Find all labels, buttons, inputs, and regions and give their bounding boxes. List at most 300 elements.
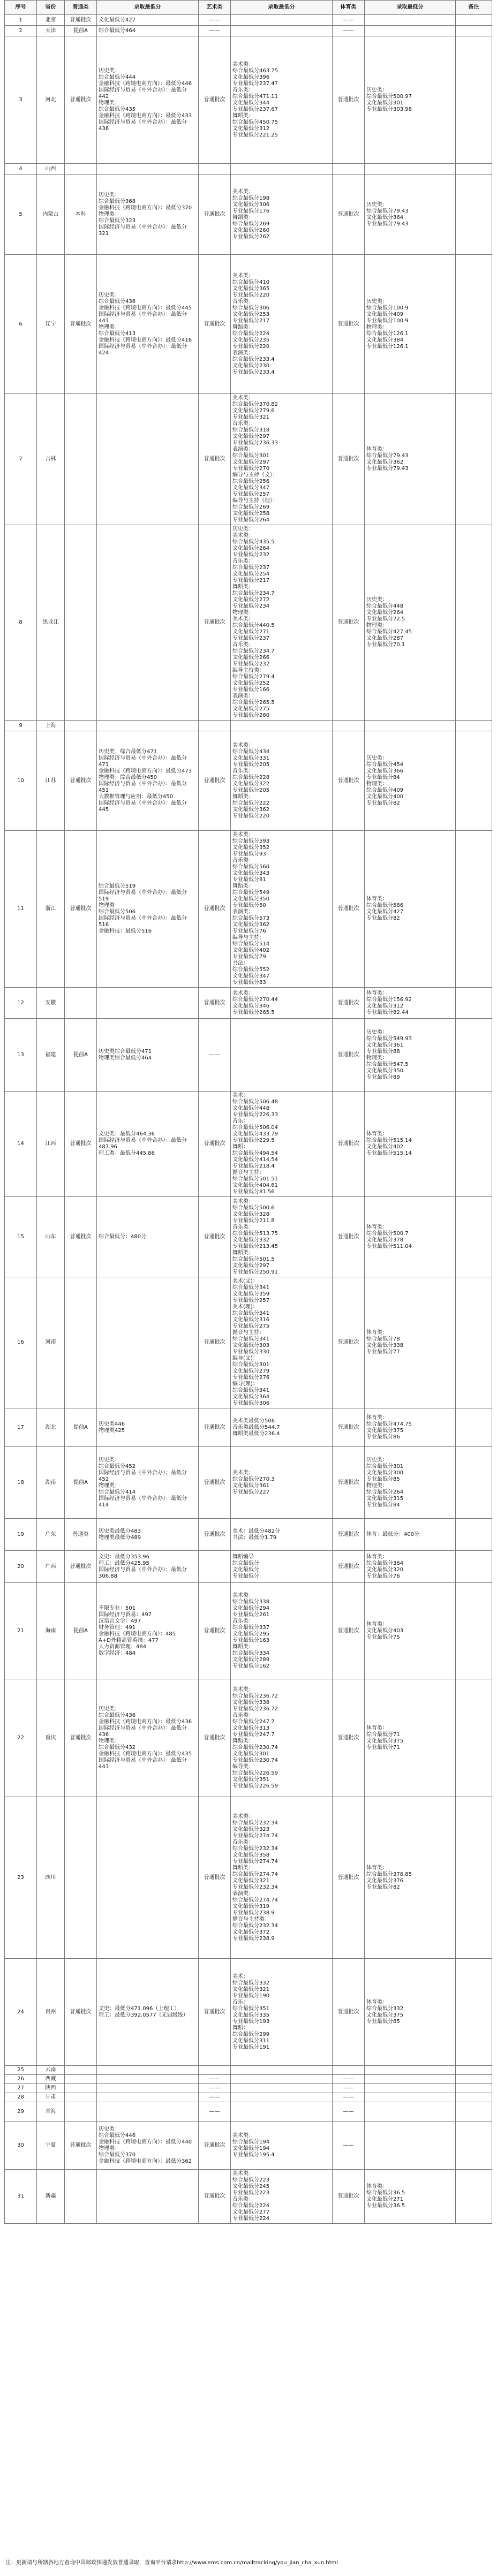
cell-text: 19 (17, 1531, 24, 1537)
table-row (5, 988, 492, 1019)
table-cell (199, 1519, 231, 1551)
table-cell (333, 1959, 365, 2066)
table-cell (199, 1277, 231, 1408)
cell-text: 体育类： 综合最低分71 文化最低分375 专业最低分71 (366, 1725, 404, 1751)
table-cell (5, 1519, 37, 1551)
table-cell (5, 988, 37, 1019)
table-cell (199, 26, 231, 36)
table-cell (199, 2170, 231, 2224)
table-row (5, 1019, 492, 1092)
cell-text: 天津 (45, 27, 56, 34)
table-cell (456, 1447, 492, 1519)
cell-text: 普通批次 (337, 777, 359, 784)
table-cell (37, 988, 65, 1019)
table-cell (365, 1092, 456, 1197)
cell-text: 宁夏 (45, 2142, 56, 2148)
cell-text: 普通批次 (337, 1233, 359, 1240)
table-cell (97, 1583, 199, 1679)
table-cell (5, 1679, 37, 1797)
cell-text: 普通批次 (337, 1874, 359, 1881)
table-cell (5, 2122, 37, 2170)
admission-scores-table (4, 0, 492, 2224)
table-cell (65, 1197, 97, 1277)
table-cell (37, 1797, 65, 1959)
cell-text: 美术类： 综合最低分410 文化最低分365 专业最低分220 音乐类： 综合最低分306 文化最低分253 专业最低分217 舞蹈类： 综合最低分224 文化最低分235 专业最低分220 表演类： 综合最低分233.4 文化最低分230 专业最低分233.4 (232, 272, 275, 375)
cell-text: 普通批次 (204, 211, 225, 217)
cell-text: 湖南 (45, 1479, 56, 1486)
table-cell (199, 721, 231, 731)
table-cell (456, 2084, 492, 2093)
cell-text: —— (343, 2076, 354, 2082)
table-cell (5, 1797, 37, 1959)
table-row (5, 1519, 492, 1551)
cell-text: 普通批次 (204, 1479, 225, 1486)
table-cell (97, 15, 199, 26)
cell-text: 普通批次 (204, 96, 225, 103)
table-cell (365, 721, 456, 731)
cell-text: 综合最低分：480分 (99, 1233, 147, 1240)
table-cell (5, 1447, 37, 1519)
cell-text: 黑龙江 (42, 619, 59, 625)
cell-text: 普通批次 (337, 1627, 359, 1634)
table-cell (5, 164, 37, 175)
table-cell (37, 1197, 65, 1277)
table-cell (231, 175, 333, 255)
table-cell (5, 36, 37, 164)
table-row (5, 1447, 492, 1519)
table-row (5, 1679, 492, 1797)
table-cell (97, 988, 199, 1019)
table-cell (365, 2170, 456, 2224)
table-cell (231, 164, 333, 175)
cell-text: 普通批次 (70, 17, 92, 23)
cell-text: 31 (17, 2193, 24, 2199)
table-cell (333, 15, 365, 26)
table-cell (5, 1959, 37, 2066)
table-cell (37, 1447, 65, 1519)
table-row (5, 2102, 492, 2122)
table-cell (37, 1959, 65, 2066)
table-cell (199, 731, 231, 831)
cell-text: 普通批次 (337, 1051, 359, 1058)
table-cell (456, 394, 492, 525)
table-cell (456, 1679, 492, 1797)
cell-text: 普通批次 (337, 1479, 359, 1486)
cell-text: 普通批次 (70, 1233, 92, 1240)
table-cell (65, 2093, 97, 2102)
table-cell (5, 255, 37, 394)
table-row (5, 2084, 492, 2093)
table-cell (456, 1277, 492, 1408)
table-cell (333, 1277, 365, 1408)
table-cell (456, 164, 492, 175)
cell-text: 青海 (45, 2108, 56, 2115)
table-cell (231, 2122, 333, 2170)
table-cell (231, 2084, 333, 2093)
table-cell (199, 1408, 231, 1447)
table-cell (97, 831, 199, 988)
cell-text: 文史：最低分471.096（上理工） 理工：最低分392.0577（无届级线） (99, 2005, 189, 2018)
table-cell (97, 1447, 199, 1519)
cell-text: 提前A (73, 27, 88, 34)
table-cell (199, 1092, 231, 1197)
table-row (5, 394, 492, 525)
table-cell (365, 1277, 456, 1408)
cell-text: 15 (17, 1233, 24, 1240)
table-cell (5, 26, 37, 36)
cell-text: 美术类： 综合最低分593 文化最低分352 专业最低分93 音乐类： 综合最低分560 文化最低分343 专业最低分81 舞蹈类： 综合最低分549 文化最低分350 专业最低分80 表演类： 综合最低分573 文化最低分362 专业最低分76 编导与主持： 综合最低分514 文化最低分402 专业最低分79 书法： 综合最低分552 文化最低分347 专业最低分83 (232, 832, 270, 986)
cell-text: 新疆 (45, 2193, 56, 2199)
table-cell (65, 164, 97, 175)
table-cell (199, 1197, 231, 1277)
table-cell (456, 2066, 492, 2075)
table-cell (231, 721, 333, 731)
table-cell (37, 1277, 65, 1408)
cell-text: 广东 (45, 1531, 56, 1537)
table-row (5, 1197, 492, 1277)
table-cell (365, 731, 456, 831)
cell-text: 普通批次 (70, 96, 92, 103)
table-cell (5, 1019, 37, 1092)
col-header: 录取最低分 (97, 1, 199, 15)
cell-text: 18 (17, 1479, 24, 1486)
table-cell (37, 164, 65, 175)
table-cell (65, 2066, 97, 2075)
cell-text: 美术类： 综合最低分236.72 文化最低分338 专业最低分236.72 音乐类： 综合最低分247.7 文化最低分313 专业最低分247.7 舞蹈类： 综合最低分230.74 文化最低分301 专业最低分230.74 编导类： 综合最低分226.59 文化最低分351 专业最低分226.59 (232, 1686, 278, 1789)
table-body (5, 15, 492, 2224)
cell-text: 普通批次 (204, 1734, 225, 1741)
cell-text: 历史类： 综合最低分452 国际经济与贸易（中外合办）：最低分452 物理类： 综合最低分414 国际经济与贸易（中外合办）：最低分414 (99, 1457, 187, 1508)
cell-text: 历史类446 物理类425 (99, 1421, 125, 1434)
table-cell (231, 1519, 333, 1551)
table-cell (199, 2084, 231, 2093)
cell-text: —— (209, 2076, 220, 2082)
table-cell (37, 2066, 65, 2075)
table-cell (37, 2084, 65, 2093)
table-cell (231, 1197, 333, 1277)
table-cell (333, 721, 365, 731)
table-cell (5, 15, 37, 26)
cell-text: 普通批次 (337, 2193, 359, 2199)
cell-text: 提前A (73, 1424, 88, 1430)
table-cell (65, 2122, 97, 2170)
cell-text: 27 (17, 2085, 24, 2091)
table-row (5, 2075, 492, 2084)
table-cell (65, 1019, 97, 1092)
table-cell (365, 1583, 456, 1679)
cell-text: 美术： 综合最低分506.48 文化最低分448 专业最低分226.33 音乐： 综合最低分506.04 文化最低分433.79 专业最低分229.5 舞蹈： 综合最低分494.54 文化最低分414.54 专业最低分218.4 播音与主持： 综合最低分501.51 文化最低分404.61 专业最低分81.56 (232, 1093, 278, 1195)
cell-text: 河北 (45, 96, 56, 103)
table-cell (333, 164, 365, 175)
cell-text: 23 (17, 1874, 24, 1881)
cell-text: 文化最低分427 (99, 17, 136, 23)
table-cell (365, 1447, 456, 1519)
table-cell (365, 2084, 456, 2093)
table-cell (333, 1092, 365, 1197)
cell-text: —— (343, 27, 354, 34)
table-cell (365, 15, 456, 26)
cell-text: 13 (17, 1051, 24, 1058)
cell-text: 江苏 (45, 777, 56, 784)
table-cell (37, 26, 65, 36)
table-cell (333, 175, 365, 255)
cell-text: 体育类： 综合最低分586 文化最低分427 专业最低分82 (366, 896, 404, 921)
cell-text: 普通批次 (337, 906, 359, 912)
cell-text: 浙江 (45, 906, 56, 912)
cell-text: 历史类最低分483 物理类最低分489 (99, 1528, 141, 1541)
table-cell (333, 2102, 365, 2122)
table-cell (199, 1551, 231, 1583)
table-cell (37, 731, 65, 831)
table-cell (199, 2122, 231, 2170)
table-cell (231, 1679, 333, 1797)
cell-text: 山东 (45, 1233, 56, 1240)
table-cell (37, 1583, 65, 1679)
table-cell (97, 1197, 199, 1277)
cell-text: 历史类： 综合最低分436 金融科技（跨境电商方向）：最低分445 国际经济与贸易（中外合办）：最低分441 物理类： 综合最低分413 金融科技（跨境电商方向）：最低分416 国际经济与贸易（中外合办）：最低分424 (99, 292, 192, 356)
cell-text: 25 (17, 2067, 24, 2073)
table-cell (456, 26, 492, 36)
cell-text: 普通批次 (70, 1734, 92, 1741)
cell-text: 体育类： 文化最低分403 专业最低分75 (366, 1621, 404, 1640)
table-cell (97, 1959, 199, 2066)
table-cell (231, 1447, 333, 1519)
cell-text: 普通批次 (337, 321, 359, 327)
cell-text: 体育类： 综合最低分156.92 文化最低分312 专业最低分82.44 (366, 990, 412, 1016)
cell-text: 体育类： 综合最低分515.14 文化最低分402 专业最低分515.14 (366, 1131, 412, 1156)
cell-text: 普通批次 (337, 1424, 359, 1430)
cell-text: 舞蹈编导 综合最低分 文化最低分 专业最低分 (232, 1554, 259, 1579)
table-cell (199, 255, 231, 394)
table-row (5, 255, 492, 394)
table-cell (37, 2170, 65, 2224)
cell-text: 普通批次 (204, 2009, 225, 2015)
table-cell (65, 525, 97, 721)
table-row (5, 731, 492, 831)
cell-text: 普通批次 (337, 999, 359, 1006)
table-row (5, 164, 492, 175)
table-cell (65, 1277, 97, 1408)
cell-text: 体育类： 综合最低分79.43 文化最低分362 专业最低分79.43 (366, 446, 409, 472)
cell-text: 文史类：最低分464.36 国际经济与贸易（中外合办）：最低分487.96 理工类：最低分445.86 (99, 1131, 187, 1156)
table-cell (65, 2084, 97, 2093)
cell-text: 4 (19, 165, 22, 172)
table-cell (199, 1959, 231, 2066)
col-header: 备注 (456, 1, 492, 15)
cell-text: 历史类： 综合最低分301 文化最低分300 专业最低分85 物理类： 综合最低分264 文化最低分315 专业最低分84 (366, 1457, 404, 1508)
cell-text: —— (209, 1051, 220, 1058)
cell-text: 体育类： 综合最低分474.75 文化最低分375 专业最低分86 (366, 1414, 412, 1440)
cell-text: 体育：最低分：400分 (366, 1531, 420, 1537)
table-cell (199, 2075, 231, 2084)
cell-text: 普通批次 (204, 777, 225, 784)
table-cell (97, 1019, 199, 1092)
table-cell (231, 1551, 333, 1583)
cell-text: 1 (19, 17, 22, 23)
table-cell (97, 1408, 199, 1447)
table-cell (199, 175, 231, 255)
cell-text: —— (343, 2142, 354, 2148)
cell-text: 提前A (73, 1479, 88, 1486)
table-cell (5, 721, 37, 731)
table-cell (333, 2093, 365, 2102)
cell-text: 8 (19, 619, 22, 625)
col-header: 序号 (5, 1, 37, 15)
cell-text: 江西 (45, 1141, 56, 1147)
table-cell (456, 1519, 492, 1551)
cell-text: 普通批次 (204, 1233, 225, 1240)
cell-text: 20 (17, 1563, 24, 1570)
table-cell (333, 1679, 365, 1797)
cell-text: 本科 (75, 211, 86, 217)
cell-text: 24 (17, 2009, 24, 2015)
table-cell (333, 1408, 365, 1447)
table-cell (456, 1408, 492, 1447)
table-cell (199, 1447, 231, 1519)
cell-text: 17 (17, 1424, 24, 1430)
cell-text: 上海 (45, 722, 56, 729)
cell-text: —— (343, 2085, 354, 2091)
table-cell (365, 1197, 456, 1277)
table-cell (97, 394, 199, 525)
table-cell (365, 2066, 456, 2075)
table-cell (456, 2075, 492, 2084)
cell-text: 14 (17, 1141, 24, 1147)
cell-text: 6 (19, 321, 22, 327)
table-cell (456, 2122, 492, 2170)
table-cell (37, 1092, 65, 1197)
cell-text: 体育类： 综合最低分376.85 文化最低分376 专业最低分82 (366, 1865, 412, 1890)
table-cell (231, 2102, 333, 2122)
table-cell (456, 1551, 492, 1583)
cell-text: 普通批次 (204, 1339, 225, 1345)
table-cell (97, 36, 199, 164)
col-header: 省份 (37, 1, 65, 15)
table-cell (333, 394, 365, 525)
cell-text: 美术类： 综合最低分198 文化最低分306 专业最低分176 舞蹈类： 综合最低分269 文化最低分260 专业最低分262 (232, 188, 270, 240)
table-cell (37, 721, 65, 731)
table-cell (199, 394, 231, 525)
table-cell (65, 1408, 97, 1447)
cell-text: 普通批次 (204, 1531, 225, 1537)
cell-text: 11 (17, 906, 24, 912)
cell-text: 历史类： 综合最低分436 金融科技（跨境电商方向）：最低分436 国际经济与贸易（中外合办）：最低分436 物理类： 综合最低分432 金融科技（跨境电商方向）：最低分435 国际经济与贸易（中外合办）：最低分443 (99, 1706, 192, 1770)
table-row (5, 1277, 492, 1408)
cell-text: 22 (17, 1734, 24, 1741)
cell-text: 26 (17, 2076, 24, 2082)
cell-text: 普通批次 (337, 1339, 359, 1345)
cell-text: 体育类： 综合最低分36.5 文化最低分271 专业最低分36.5 (366, 2184, 405, 2209)
table-cell (37, 175, 65, 255)
table-cell (199, 988, 231, 1019)
cell-text: 提前A (73, 1051, 88, 1058)
table-cell (456, 15, 492, 26)
cell-text: 西藏 (45, 2076, 56, 2082)
table-cell (456, 36, 492, 164)
table-cell (65, 988, 97, 1019)
table-cell (333, 255, 365, 394)
cell-text: 美术(文)： 综合最低分341 文化最低分359 专业最低分257 美术(理)： 综合最低分341 文化最低分316 专业最低分275 播音与主持： 综合最低分341 文化最低分303 专业最低分330 编导(文)： 综合最低分301 文化最低分279 专业最低分276 编导(理)： 综合最低分341 文化最低分364 专业最低分306 (232, 1278, 270, 1406)
table-cell (5, 1277, 37, 1408)
cell-text: 内蒙古 (42, 211, 59, 217)
table-cell (5, 2084, 37, 2093)
table-cell (37, 2093, 65, 2102)
table-cell (231, 731, 333, 831)
table-cell (231, 36, 333, 164)
table-cell (365, 2102, 456, 2122)
cell-text: 文史：最低分353.96 理工：最低分425.95 国际经济与贸易（中外合办）：最低分306.88 (99, 1554, 187, 1579)
cell-text: 普通批次 (204, 1627, 225, 1634)
cell-text: 美术类： 综合最低分194 文化最低分194 专业最低分195.4 (232, 2132, 275, 2158)
cell-text: 普通批次 (337, 96, 359, 103)
cell-text: 历史类： 综合最低分549.93 文化最低分361 专业最低分88 物理类： 综合最低分547.5 文化最低分350 专业最低分89 (366, 1029, 412, 1080)
table-cell (199, 2102, 231, 2122)
cell-text: 福建 (45, 1051, 56, 1058)
table-row (5, 1092, 492, 1197)
table-cell (365, 2075, 456, 2084)
cell-text: 普通批次 (70, 1141, 92, 1147)
cell-text: 美术： 综合最低分332 文化最低分321 专业最低分190 音乐： 综合最低分351 文化最低分335 专业最低分193 舞蹈： 综合最低分299 文化最低分311 专业最低分191 (232, 1973, 270, 2050)
table-cell (456, 1092, 492, 1197)
table-cell (37, 831, 65, 988)
cell-text: 普通批次 (337, 456, 359, 462)
table-cell (97, 2075, 199, 2084)
table-row (5, 2122, 492, 2170)
table-cell (456, 1583, 492, 1679)
cell-text: 四川 (45, 1874, 56, 1881)
table-cell (37, 2075, 65, 2084)
table-cell (365, 1959, 456, 2066)
table-row (5, 26, 492, 36)
cell-text: 普通批次 (204, 1874, 225, 1881)
cell-text: 山西 (45, 165, 56, 172)
table-cell (231, 26, 333, 36)
cell-text: —— (209, 2108, 220, 2115)
cell-text: 9 (19, 722, 22, 729)
cell-text: 美术类： 综合最低分434 文化最低分331 专业最低分205 音乐类： 综合最低分228 文化最低分322 专业最低分205 舞蹈类： 综合最低分222 文化最低分362 专业最低分220 (232, 742, 270, 819)
table-cell (5, 2170, 37, 2224)
cell-text: 普通批次 (204, 2193, 225, 2199)
cell-text: 普通批次 (70, 321, 92, 327)
table-cell (65, 2102, 97, 2122)
table-cell (97, 1092, 199, 1197)
table-cell (97, 175, 199, 255)
cell-text: 云南 (45, 2067, 56, 2073)
cell-text: 综合最低分464 (99, 27, 136, 34)
table-cell (97, 2170, 199, 2224)
table-cell (65, 26, 97, 36)
table-cell (365, 36, 456, 164)
table-cell (65, 1447, 97, 1519)
table-cell (97, 2102, 199, 2122)
table-cell (456, 1197, 492, 1277)
table-cell (37, 15, 65, 26)
table-cell (456, 255, 492, 394)
table-cell (199, 1797, 231, 1959)
table-cell (37, 255, 65, 394)
table-cell (456, 988, 492, 1019)
table-cell (97, 26, 199, 36)
cell-text: 体育类： 综合最低分332 文化最低分375 专业最低分85 (366, 1999, 404, 2025)
cell-text: 吉林 (45, 456, 56, 462)
cell-text: 美术类： 综合最低分223 文化最低分245 专业最低分223 音乐类： 综合最低分224 文化最低分277 专业最低分224 (232, 2171, 270, 2222)
table-cell (199, 1019, 231, 1092)
table-cell (97, 1551, 199, 1583)
table-cell (5, 175, 37, 255)
table-cell (365, 164, 456, 175)
cell-text: 美术类： 综合最低分370.82 文化最低分279.6 专业最低分321 音乐类： 综合最低分318 文化最低分297 专业最低分236.33 表演类： 综合最低分301 文化最低分297 专业最低分270 编导与主持（文）： 综合最低分256 文化最低分347 专业最低分257 编导与主持（理）： 综合最低分269 文化最低分258 专业最低分264 (232, 395, 278, 523)
table-cell (65, 721, 97, 731)
